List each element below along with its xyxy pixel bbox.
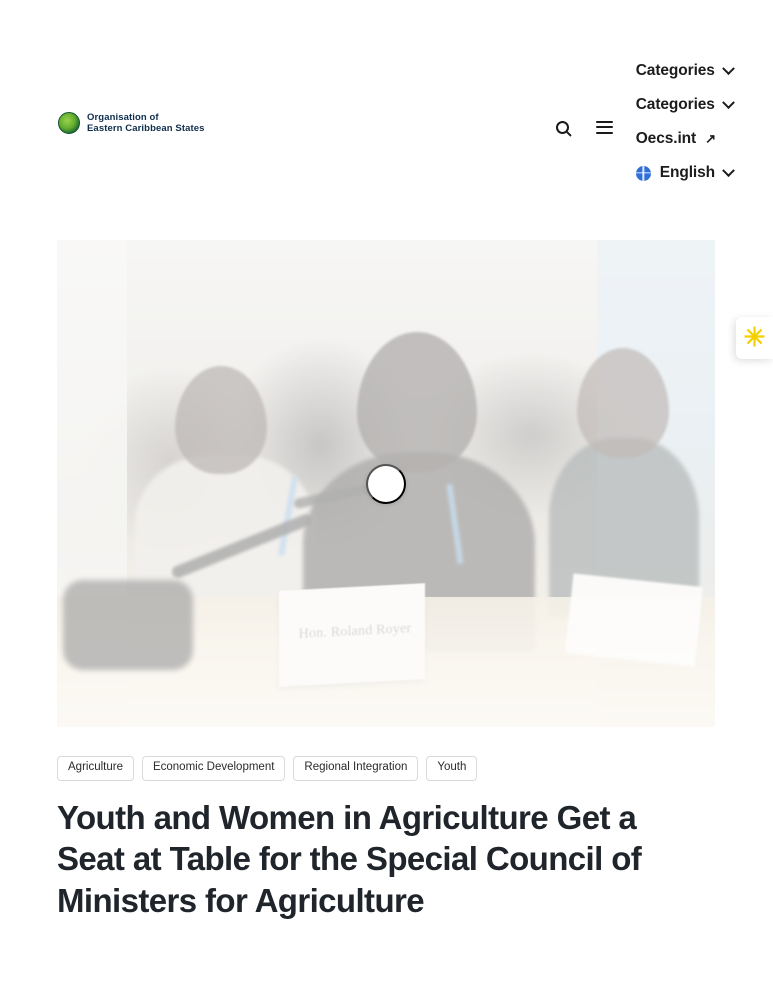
play-button-icon[interactable] [366,464,406,504]
brand-logo-link[interactable] [58,112,205,134]
oecs-globe-logo-icon [58,112,80,134]
nav-label-categories-2: Categories [635,96,715,113]
chevron-down-icon [722,164,735,177]
tag-agriculture[interactable]: Agriculture [57,756,134,781]
nav-label-oecs-int: Oecs.int [635,130,697,147]
search-icon [556,121,569,134]
chevron-down-icon [722,96,735,109]
globe-icon [636,166,651,181]
brand-line-1: Organisation of [87,112,159,123]
tag-regional-integration[interactable]: Regional Integration [293,756,418,781]
header-tools [546,54,733,182]
tag-economic-development[interactable]: Economic Development [142,756,285,781]
nav-item-oecs-int[interactable] [636,130,716,148]
nav-label-english: English [659,164,715,181]
hero-video[interactable] [57,240,715,727]
accent-badge-button[interactable] [736,317,773,359]
hamburger-menu-icon [596,121,613,134]
search-button[interactable] [546,110,580,144]
asterisk-accent-icon: ✳ [743,322,766,352]
nav-item-categories-1[interactable] [636,62,733,80]
brand-text [87,112,205,134]
brand-line-2: Eastern Caribbean States [87,123,205,135]
page-title: Youth and Women in Agriculture Get a Seat at Table for the Special Council of Ministers for Agriculture [57,798,642,919]
site-header [0,0,773,240]
tag-list [57,756,715,781]
nav-label-categories-1: Categories [635,62,715,79]
menu-button[interactable] [588,110,622,144]
nav-item-language-english[interactable] [636,164,733,182]
article-header [57,756,715,921]
nav-item-categories-2[interactable] [636,96,733,114]
chevron-down-icon [722,62,735,75]
arrow-up-right-icon: ↗ [705,130,716,146]
tag-youth[interactable]: Youth [426,756,477,781]
primary-nav [636,54,733,182]
